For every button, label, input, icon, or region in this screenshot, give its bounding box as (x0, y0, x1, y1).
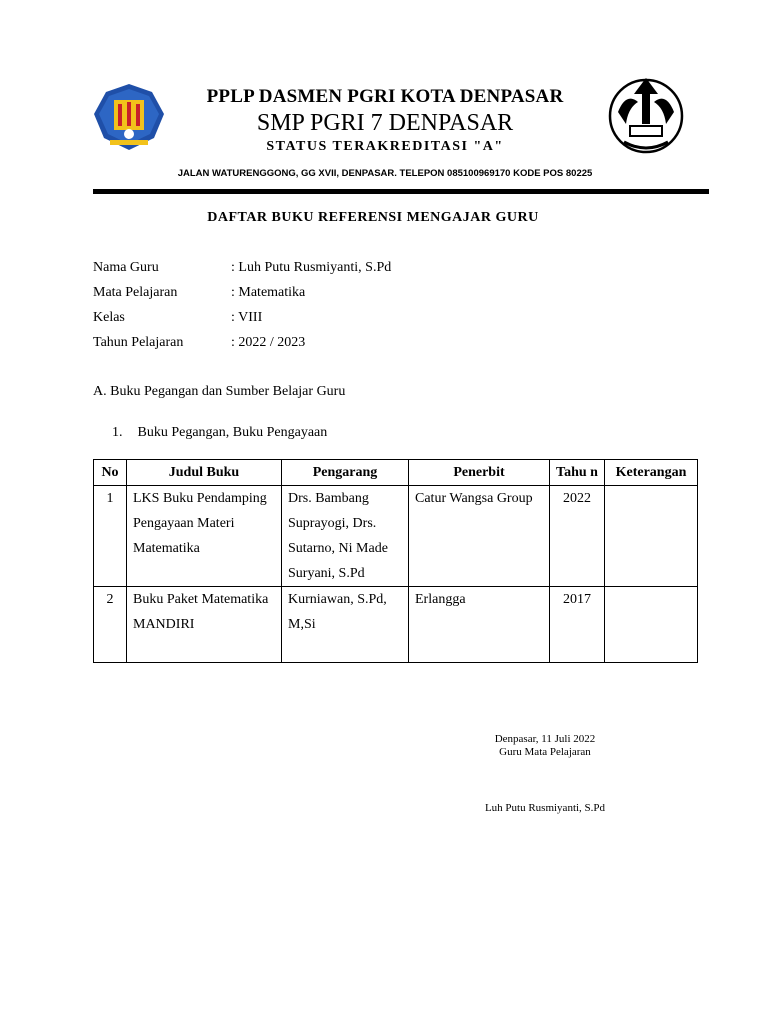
col-tahun: Tahu n (550, 460, 605, 486)
cell-tahun: 2017 (550, 587, 605, 663)
table-row (94, 587, 698, 663)
info-row-subject (93, 283, 391, 308)
info-value: : 2022 / 2023 (231, 335, 306, 350)
signature-role: Guru Mata Pelajaran (499, 746, 591, 758)
document-title: DAFTAR BUKU REFERENSI MENGAJAR GURU (207, 210, 539, 225)
reference-table (93, 459, 698, 663)
info-value: : Luh Putu Rusmiyanti, S.Pd (231, 260, 392, 275)
cell-judul: LKS Buku Pendamping Pengayaan Materi Matematika (127, 486, 282, 587)
info-label: Nama Guru (93, 260, 159, 275)
cell-no: 1 (94, 486, 127, 587)
signature-place-date: Denpasar, 11 Juli 2022 (494, 733, 596, 745)
cell-tahun: 2022 (550, 486, 605, 587)
cell-penerbit: Erlangga (409, 587, 550, 663)
col-judul: Judul Buku (127, 460, 282, 486)
cell-no: 2 (94, 587, 127, 663)
col-pengarang: Pengarang (282, 460, 409, 486)
info-value: : Matematika (231, 285, 306, 300)
info-row-teacher (93, 258, 391, 283)
teacher-info (93, 258, 391, 358)
school-address: JALAN WATURENGGONG, GG XVII, DENPASAR. TELEPON 085100969170 KODE POS 80225 (177, 168, 593, 179)
col-keterangan: Keterangan (605, 460, 698, 486)
school-name: SMP PGRI 7 DENPASAR (256, 110, 514, 136)
table-header-row (94, 460, 698, 486)
section-heading: A. Buku Pegangan dan Sumber Belajar Guru (93, 384, 346, 399)
info-row-class (93, 308, 391, 333)
subsection-heading (112, 425, 327, 441)
info-label: Tahun Pelajaran (93, 335, 184, 350)
cell-pengarang: Drs. Bambang Suprayogi, Drs. Sutarno, Ni Made Suryani, S.Pd (282, 486, 409, 587)
info-label: Mata Pelajaran (93, 285, 178, 300)
col-penerbit: Penerbit (409, 460, 550, 486)
organization-name: PPLP DASMEN PGRI KOTA DENPASAR (206, 86, 564, 107)
accreditation-status: STATUS TERAKREDITASI "A" (266, 139, 504, 154)
cell-keterangan (605, 587, 698, 663)
info-value: : VIII (231, 310, 263, 325)
info-row-year (93, 333, 391, 358)
cell-pengarang: Kurniawan, S.Pd, M,Si (282, 587, 409, 663)
info-label: Kelas (93, 310, 125, 325)
col-no: No (94, 460, 127, 486)
cell-judul: Buku Paket Matematika MANDIRI (127, 587, 282, 663)
table-row (94, 486, 698, 587)
cell-penerbit: Catur Wangsa Group (409, 486, 550, 587)
cell-keterangan (605, 486, 698, 587)
signature-name: Luh Putu Rusmiyanti, S.Pd (484, 802, 606, 814)
subsection-number: 1. (112, 425, 123, 440)
header-divider (93, 189, 709, 194)
subsection-title: Buku Pegangan, Buku Pengayaan (137, 425, 328, 440)
